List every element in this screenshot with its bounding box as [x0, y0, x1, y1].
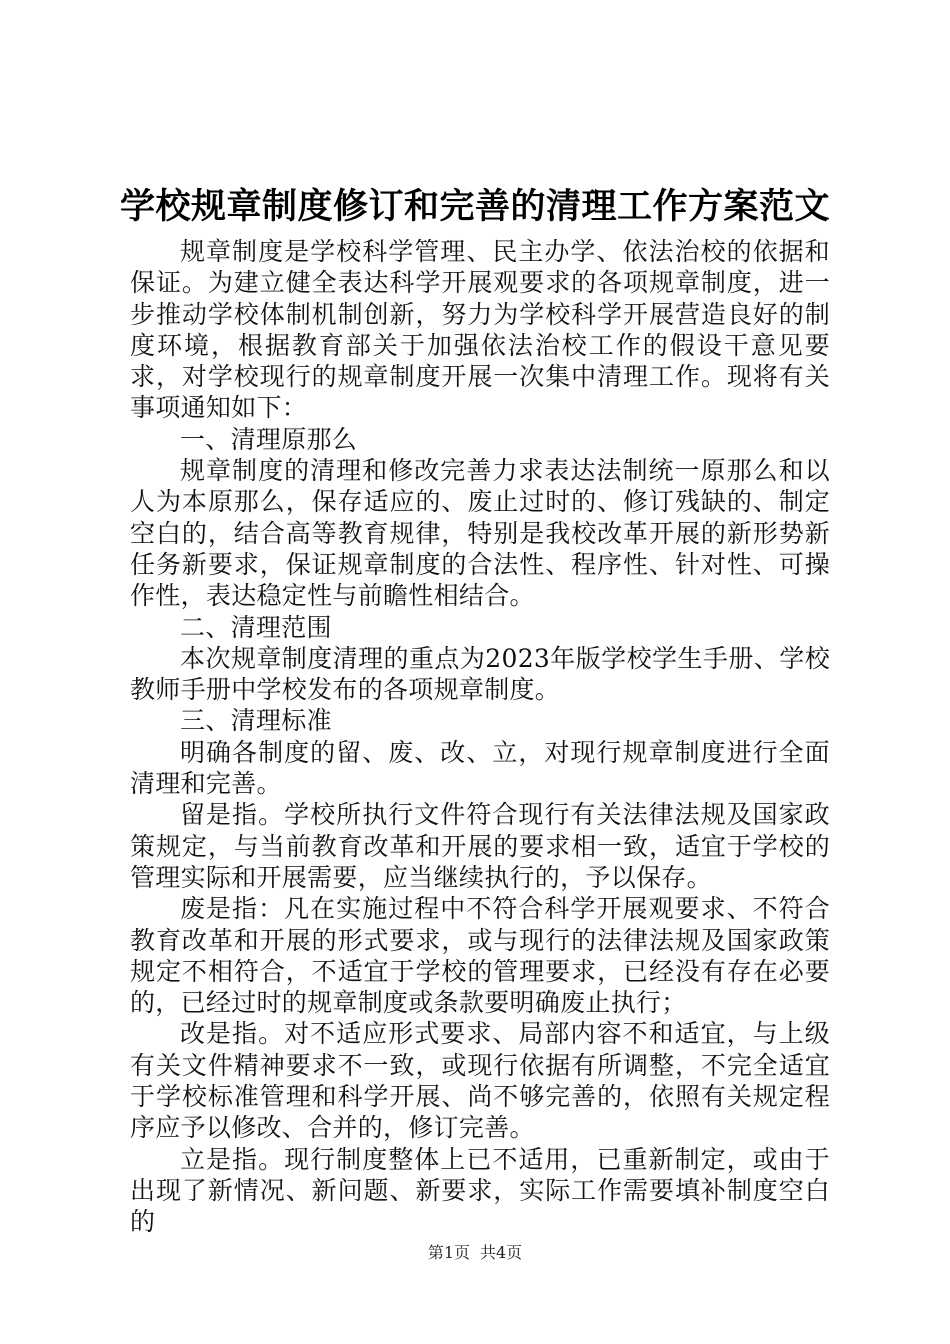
document-body [130, 236, 830, 1238]
page-total: 共4页 [480, 1243, 523, 1262]
paragraph-revise: 改是指。对不适应形式要求、局部内容不和适宜，与上级有关文件精神要求不一致，或现行依据有所调整，不完全适宜于学校标准管理和科学开展、尚不够完善的，依照有关规定程序应予以修改、合并的，修订完善。 [130, 1019, 830, 1143]
paragraph-scope: 本次规章制度清理的重点为2023年版学校学生手册、学校教师手册中学校发布的各项规章制度。 [130, 643, 830, 705]
section-heading-principles: 一、清理原那么 [180, 424, 358, 454]
document-title: 学校规章制度修订和完善的清理工作方案范文 [119, 186, 830, 227]
page-number: 第1页 [427, 1243, 470, 1262]
paragraph-standards: 明确各制度的留、废、改、立，对现行规章制度进行全面清理和完善。 [130, 737, 830, 799]
paragraph-keep: 留是指。学校所执行文件符合现行有关法律法规及国家政策规定，与当前教育改革和开展的要求相一致，适宜于学校的管理实际和开展需要，应当继续执行的，予以保存。 [130, 800, 830, 892]
paragraph-principles: 规章制度的清理和修改完善力求表达法制统一原那么和以人为本原那么，保存适应的、废止过时的、修订残缺的、制定空白的，结合高等教育规律，特别是我校改革开展的新形势新任务新要求，保证规章制度的合法性、程序性、针对性、可操作性，表达稳定性与前瞻性相结合。 [130, 456, 830, 611]
paragraph-establish: 立是指。现行制度整体上已不适用，已重新制定，或由于出现了新情况、新问题、新要求，实际工作需要填补制度空白的 [130, 1144, 830, 1237]
section-heading-scope: 二、清理范围 [180, 612, 332, 642]
paragraph-abolish: 废是指：凡在实施过程中不符合科学开展观要求、不符合教育改革和开展的形式要求，或与现行的法律法规及国家政策规定不相符合，不适宜于学校的管理要求，已经没有存在必要的，已经过时的规章制度或条款要明确废止执行； [130, 894, 830, 1018]
section-heading-standards: 三、清理标准 [180, 706, 332, 736]
page-footer [0, 1243, 950, 1263]
paragraph-intro: 规章制度是学校科学管理、民主办学、依法治校的依据和保证。为建立健全表达科学开展观要求的各项规章制度，进一步推动学校体制机制创新，努力为学校科学开展营造良好的制度环境，根据教育部关于加强依法治校工作的假设干意见要求，对学校现行的规章制度开展一次集中清理工作。现将有关事项通知如下： [130, 237, 830, 423]
